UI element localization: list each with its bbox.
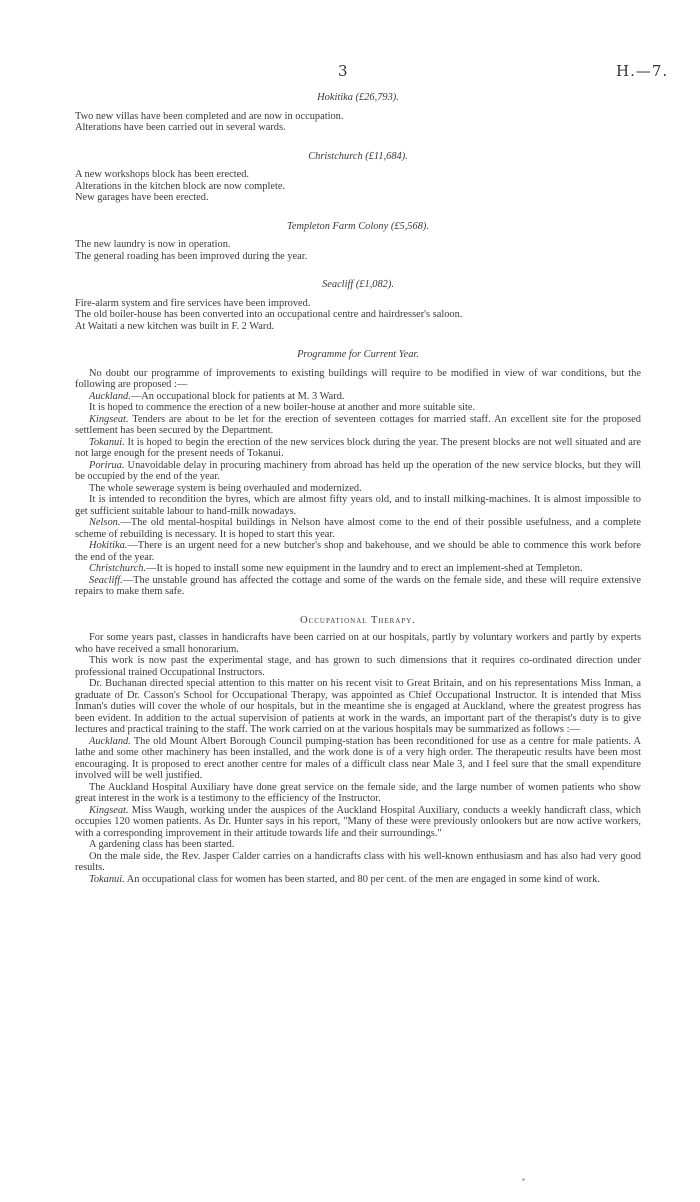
section-line: Two new villas have been completed and are now in occupation. — [75, 110, 344, 122]
occupational-paragraph: A gardening class has been started. — [89, 839, 235, 850]
document-reference: H.—7. — [616, 62, 669, 80]
section-line: Alterations have been carried out in several wards. — [75, 122, 286, 133]
occupational-paragraph: On the male side, the Rev. Jasper Calder carries on a handicrafts class with his well-known enthusiasm and has also had very good results. — [75, 850, 641, 873]
programme-item: Auckland.—An occupational block for patients at M. 3 Ward. — [89, 390, 345, 402]
section-line: Fire-alarm system and fire services have been improved. — [75, 297, 311, 309]
occupational-paragraph: Kingseat. Miss Waugh, working under the auspices of the Auckland Hospital Auxiliary, conducts a weekly handicraft class, which occupies 120 women patients. As Dr. Hunter says in his report, "Many of these were previously onlookers but are now active workers, with a corresponding improvement in their attitude towards life and their surroundings." — [75, 804, 641, 839]
section-heading: Templeton Farm Colony (£5,568). — [287, 220, 429, 232]
programme-item: Nelson.—The old mental-hospital buildings in Nelson have almost come to the end of their possible usefulness, and a complete scheme of rebuilding is necessary. It is hoped to start this year. — [75, 517, 641, 540]
occupational-paragraph: Tokanui. An occupational class for women has been started, and 80 per cent. of the men are engaged in some kind of work. — [89, 873, 600, 885]
programme-item: The whole sewerage system is being overhauled and modernized. — [89, 482, 362, 494]
section-heading: Hokitika (£26,793). — [317, 92, 399, 103]
programme-item: It is hoped to commence the erection of a new boiler-house at another and more suitable site. — [89, 402, 476, 413]
section-line: The general roading has been improved during the year. — [75, 250, 308, 262]
occupational-paragraph: This work is now past the experimental stage, and has grown to such dimensions that it requires co-ordinated direction under professional trained Occupational Instructors. — [75, 655, 641, 678]
programme-item: It is intended to recondition the byres, which are almost fifty years old, and to install milking-machines. It is almost impossible to get sufficient suitable labour to hand-milk nowadays. — [75, 494, 641, 517]
programme-item: Hokitika.—There is an urgent need for a new butcher's shop and bakehouse, and we should be able to commence this work before the end of the year. — [75, 540, 641, 563]
occupational-heading: Occupational Therapy. — [300, 614, 416, 626]
programme-item: Tokanui. It is hoped to begin the erection of the new services block during the year. The present blocks are not well situated and are not large enough for the present needs of Tokanui. — [75, 436, 641, 459]
programme-item: Kingseat. Tenders are about to be let for the erection of seventeen cottages for married staff. An excellent site for the proposed settlement has been secured by the Department. — [75, 413, 641, 436]
occupational-paragraph: Dr. Buchanan directed special attention to this matter on his recent visit to Great Britain, and on his representations Miss Inman, a graduate of Dr. Casson's School for Occupational Therapy, was appointed as Chief Occupational Instructor. It is intended that Miss Inman's duties will cover the whole of our hospitals, but in the meantime she is engaged at Auckland, where the greatest progress has been evident. In addition to the actual supervision of patients at work in the wards, an important part of the therapist's duty is to give lectures and practical training to the staff. The work carried on at the various hospitals may be summarized as follows :— — [75, 678, 641, 735]
page-number: 3 — [338, 62, 348, 80]
document-body — [75, 92, 641, 885]
programme-heading: Programme for Current Year. — [297, 349, 419, 360]
section-line: The new laundry is now in operation. — [75, 239, 231, 250]
occupational-paragraph: For some years past, classes in handicrafts have been carried on at our hospitals, partly by voluntary workers and partly by experts who have received a small honorarium. — [75, 632, 641, 655]
occupational-paragraph: The Auckland Hospital Auxiliary have done great service on the female side, and the large number of women patients who show great interest in the work is a testimony to the efficiency of the Instructor. — [75, 781, 641, 804]
section-line: Alterations in the kitchen block are now complete. — [75, 180, 286, 192]
programme-item: Christchurch.—It is hoped to install some new equipment in the laundry and to erect an implement-shed at Templeton. — [89, 563, 583, 574]
programme-intro: No doubt our programme of improvements to existing buildings will require to be modified in view of war conditions, but the following are proposed :— — [75, 367, 641, 390]
section-line: At Waitati a new kitchen was built in F. 2 Ward. — [75, 320, 275, 332]
occupational-paragraph: Auckland. The old Mount Albert Borough Council pumping-station has been reconditioned for use as a centre for male patients. A lathe and some other machinery has been installed, and the work done is of a very high order. The therapeutic results have been most encouraging. It is proposed to erect another centre for males of a difficult class near Male 3, and I feel sure that the small expenditure involved will be well justified. — [75, 735, 641, 781]
programme-item: Porirua. Unavoidable delay in procuring machinery from abroad has held up the operation of the new service blocks, but they will be occupied by the end of the year. — [75, 459, 641, 482]
programme-item: Seacliff.—The unstable ground has affected the cottage and some of the wards on the female side, and these will require extensive repairs to make them safe. — [75, 574, 641, 597]
scan-speck — [522, 1178, 525, 1181]
section-line: The old boiler-house has been converted into an occupational centre and hairdresser's saloon. — [75, 309, 463, 320]
section-heading: Christchurch (£11,684). — [308, 150, 408, 162]
section-line: New garages have been erected. — [75, 192, 209, 203]
section-heading: Seacliff (£1,082). — [322, 279, 394, 290]
section-line: A new workshops block has been erected. — [75, 169, 249, 180]
